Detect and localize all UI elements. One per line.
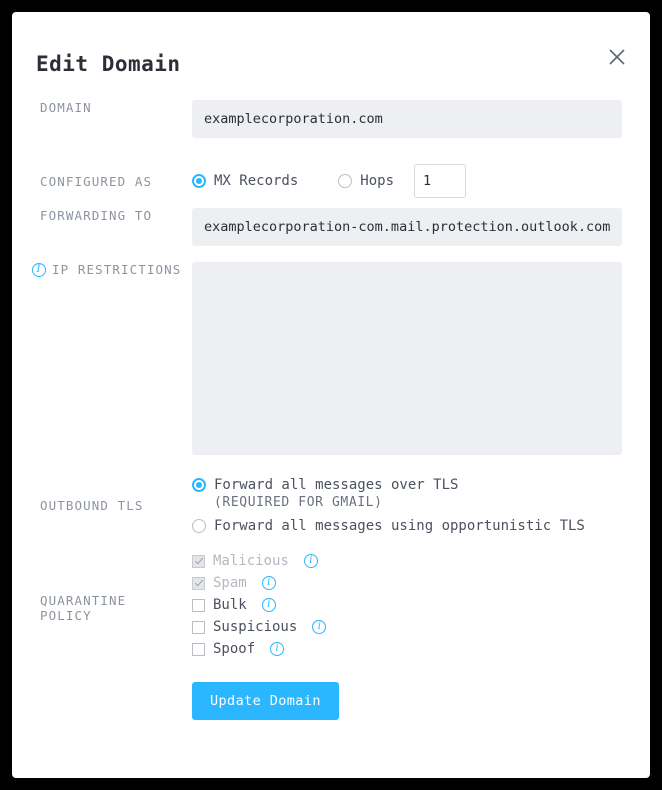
edit-domain-modal (12, 12, 650, 778)
radio-mx-records[interactable] (192, 174, 206, 188)
hops-input[interactable] (414, 164, 466, 198)
domain-input[interactable] (192, 100, 622, 138)
checkbox-bulk-label: Bulk (213, 597, 247, 613)
outbound-tls-note: (REQUIRED FOR GMAIL) (214, 494, 383, 510)
outbound-tls-option-opportunistic (192, 518, 622, 534)
configured-as-options (192, 164, 622, 198)
forwarding-to-input[interactable] (192, 208, 622, 246)
info-icon[interactable]: i (262, 576, 276, 590)
checkbox-malicious[interactable] (192, 555, 205, 568)
info-icon[interactable]: I (32, 263, 46, 277)
forwarding-to-row (12, 208, 650, 262)
checkbox-bulk[interactable] (192, 599, 205, 612)
outbound-tls-option-required (192, 477, 622, 493)
radio-tls-opportunistic-label: Forward all messages using opportunistic TLS (214, 517, 585, 534)
checkbox-malicious-label: Malicious (213, 553, 289, 569)
ip-restrictions-textarea[interactable] (192, 262, 622, 455)
radio-hops-label: Hops (360, 173, 395, 189)
list-item (192, 597, 622, 613)
configured-as-label: CONFIGURED AS (40, 173, 153, 189)
ip-restrictions-label (12, 262, 192, 277)
domain-row (12, 100, 650, 154)
checkbox-spoof-label: Spoof (213, 641, 256, 657)
outbound-tls-row (12, 462, 650, 548)
list-item (192, 575, 622, 591)
forwarding-to-label: FORWARDING TO (40, 208, 153, 223)
checkbox-spoof[interactable] (192, 643, 205, 656)
configured-as-row (12, 154, 650, 208)
quarantine-policy-field (192, 553, 650, 663)
info-icon[interactable]: i (312, 620, 326, 634)
ip-restrictions-row (12, 262, 650, 462)
outbound-tls-label: OUTBOUND TLS (40, 497, 144, 513)
edit-domain-form (12, 100, 650, 720)
close-icon[interactable] (606, 46, 628, 68)
radio-hops[interactable] (338, 174, 352, 188)
ip-restrictions-label-text: IP RESTRICTIONS (52, 262, 182, 277)
outbound-tls-field (192, 477, 650, 534)
domain-field (192, 100, 650, 138)
update-domain-button[interactable]: Update Domain (192, 682, 339, 720)
submit-row (12, 682, 650, 720)
ip-restrictions-field (192, 262, 650, 459)
checkbox-spam[interactable] (192, 577, 205, 590)
forwarding-to-field (192, 208, 650, 246)
radio-tls-required[interactable] (192, 478, 206, 492)
list-item (192, 641, 622, 657)
list-item (192, 553, 622, 569)
info-icon[interactable]: i (262, 598, 276, 612)
domain-label: DOMAIN (40, 100, 92, 115)
checkbox-spam-label: Spam (213, 575, 247, 591)
list-item (192, 619, 622, 635)
radio-tls-opportunistic[interactable] (192, 519, 206, 533)
info-icon[interactable]: i (270, 642, 284, 656)
checkbox-suspicious[interactable] (192, 621, 205, 634)
info-icon[interactable]: i (304, 554, 318, 568)
radio-tls-required-label: Forward all messages over TLS (214, 476, 459, 493)
page-title: Edit Domain (36, 52, 181, 76)
quarantine-policy-row (12, 548, 650, 668)
radio-mx-records-label: MX Records (214, 173, 299, 189)
quarantine-policy-label: QUARANTINE POLICY (40, 593, 127, 623)
configured-as-field (192, 164, 650, 198)
checkbox-suspicious-label: Suspicious (213, 619, 298, 635)
